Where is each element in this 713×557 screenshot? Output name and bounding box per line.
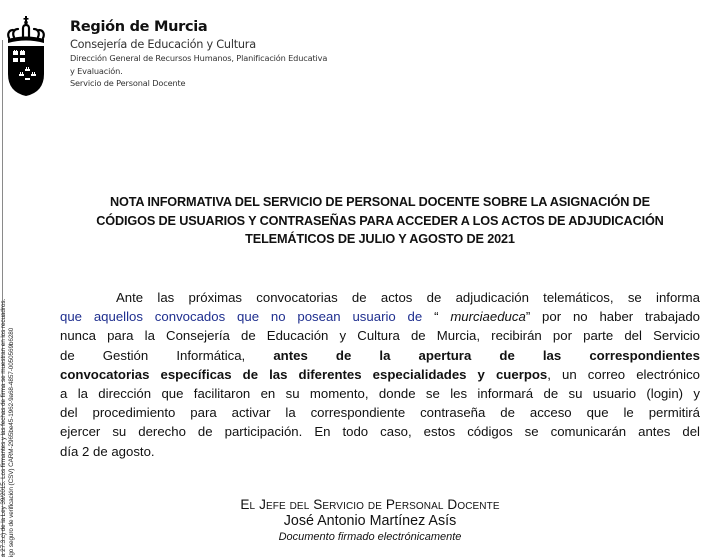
verification-sidebar — [0, 299, 16, 557]
title-line: CÓDIGOS DE USUARIOS Y CONTRASEÑAS PARA ACCEDER A LOS ACTOS DE ADJUDICACIÓN — [96, 213, 664, 228]
highlighted-text: que aquellos convocados que no posean usuario de — [60, 309, 423, 325]
body-text: a la dirección que facilitaron en su momento, donde se les informará de su usuario (login) y — [60, 385, 700, 401]
signature-note: Documento firmado electrónicamente — [278, 531, 462, 543]
body-line — [60, 384, 700, 403]
department-name: Consejería de Educación y Cultura — [70, 38, 256, 51]
body-text: día 2 de agosto. — [60, 443, 155, 459]
signature-block — [200, 497, 540, 544]
platform-name: murciaeduca — [450, 309, 526, 325]
document-title — [60, 193, 700, 249]
body-text: nunca para la Consejería de Educación y Cultura de Murcia, recibirán por parte del Servicio — [60, 328, 700, 344]
title-line: TELEMÁTICOS DE JULIO Y AGOSTO DE 2021 — [245, 232, 515, 247]
signer-name: José Antonio Martínez Asís — [283, 513, 457, 529]
body-text: , un correo electrónico — [547, 366, 700, 382]
coat-of-arms-icon — [5, 12, 47, 96]
body-line — [60, 307, 700, 326]
directorate-line-1: Dirección General de Recursos Humanos, Planificación Educativa — [70, 53, 328, 63]
emphasis-text: antes de la apertura de las correspondientes — [273, 347, 700, 363]
title-line: NOTA INFORMATIVA DEL SERVICIO DE PERSONAL DOCENTE SOBRE LA ASIGNACIÓN DE — [110, 195, 650, 209]
body-text: de Gestión Informática, — [60, 347, 274, 363]
quote-mark: “ — [422, 309, 451, 325]
verification-legal-text: a 27.3.c) de la Ley 39/2015. Los firmantes y las fechas de firma se muestran en los recuadros. — [0, 298, 7, 557]
body-text: ” por no haber trabajado — [525, 309, 701, 325]
organization-name: Región de Murcia — [70, 19, 208, 35]
service-name: Servicio de Personal Docente — [70, 78, 186, 88]
body-text: del procedimiento para activar la correspondiente contraseña de acceso que le permitirá — [60, 405, 700, 421]
body-line — [60, 346, 700, 365]
body-line — [60, 422, 700, 441]
body-line — [60, 403, 700, 422]
body-text: ejercer su derecho de participación. En todo caso, estos códigos se comunicarán antes del — [60, 424, 700, 440]
letterhead — [70, 18, 327, 90]
body-paragraph — [60, 288, 701, 461]
signer-role: El Jefe del Servicio de Personal Docente — [240, 497, 500, 512]
emphasis-text: convocatorias específicas de las diferentes especialidades y cuerpos — [60, 366, 548, 382]
directorate-line-2: y Evaluación. — [70, 65, 123, 76]
body-line — [60, 365, 700, 384]
body-text: Ante las próximas convocatorias de actos de adjudicación telemáticos, se informa — [116, 290, 700, 305]
body-line — [60, 326, 700, 345]
verification-csv-code: igo seguro de verificación (CSV) CARM-2965be45-1962-9a68-4857-0050569b6280 — [8, 327, 15, 557]
body-line — [60, 442, 700, 461]
body-line — [72, 288, 700, 307]
